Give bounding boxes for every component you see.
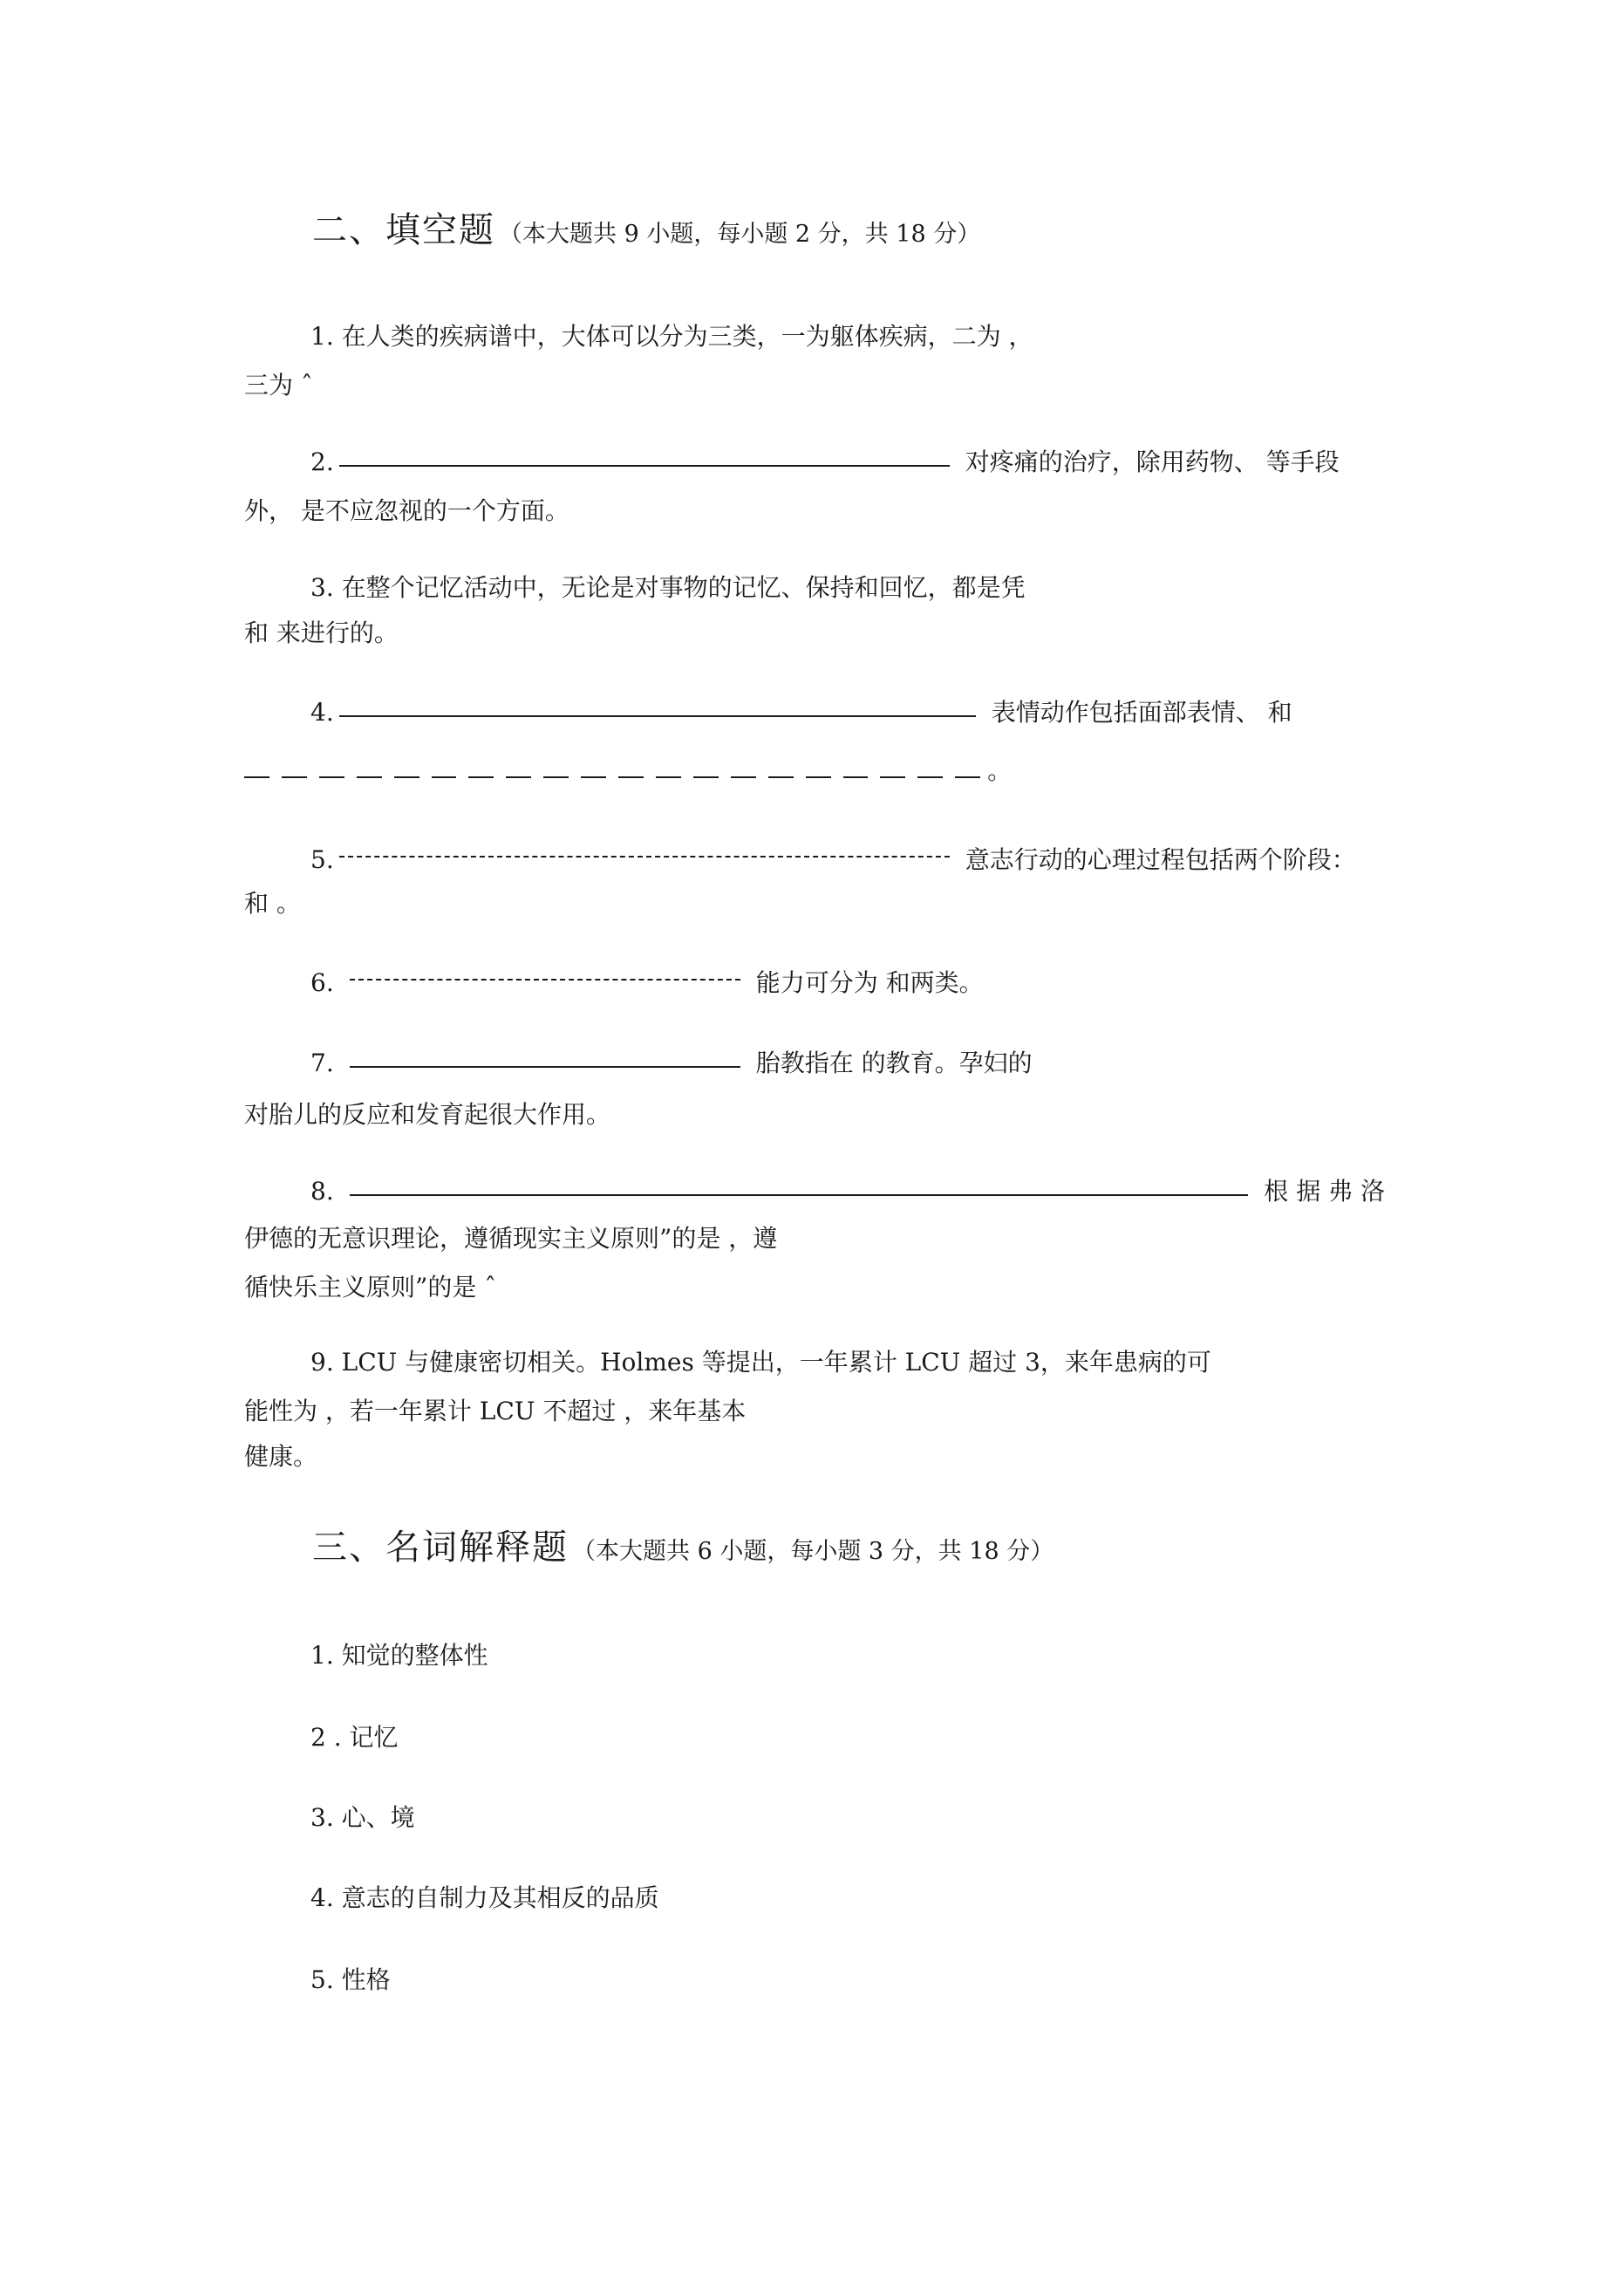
q5-line-2: 和 。 bbox=[244, 889, 301, 918]
q2-line-2: 外， 是不应忽视的一个方面。 bbox=[244, 496, 569, 525]
q1-line-1: 1. 在人类的疾病谱中，大体可以分为三类，一为躯体疾病，二为 ， bbox=[310, 322, 1033, 351]
q9-line-3: 健康。 bbox=[244, 1442, 318, 1471]
q5-answer-blank[interactable] bbox=[339, 854, 950, 858]
term-item: 5. 性格 bbox=[310, 1965, 391, 1994]
term-item: 2 . 记忆 bbox=[310, 1723, 399, 1752]
q4-answer-blank-2[interactable] bbox=[244, 757, 1012, 783]
q2-answer-blank[interactable] bbox=[339, 463, 950, 467]
q1-line-2: 三为 ˆ bbox=[244, 371, 313, 400]
q4-number: 4. bbox=[310, 698, 334, 727]
q3-line-2: 和 来进行的。 bbox=[244, 618, 399, 647]
q5-line-1 bbox=[310, 845, 1385, 874]
section-2-heading bbox=[312, 210, 981, 250]
q4-text: 表情动作包括面部表情、 和 bbox=[991, 698, 1292, 727]
q7-answer-blank[interactable] bbox=[350, 1064, 740, 1068]
q3-line-1: 3. 在整个记忆活动中，无论是对事物的记忆、保持和回忆，都是凭 bbox=[310, 573, 1026, 602]
q2-line-1 bbox=[310, 450, 1385, 475]
q4-line-1 bbox=[310, 700, 1292, 725]
section-3-title: 三、名词解释题 bbox=[312, 1527, 569, 1568]
q6-line-1 bbox=[310, 968, 984, 997]
q5-text: 意志行动的心理过程包括两个阶段： bbox=[965, 845, 1356, 874]
section-3-heading bbox=[312, 1527, 1054, 1568]
q6-number: 6. bbox=[310, 968, 334, 997]
q8-text: 根 据 弗 洛 bbox=[1264, 1177, 1385, 1206]
q9-line-1: 9. LCU 与健康密切相关。Holmes 等提出，一年累计 LCU 超过 3，来年患病的可 bbox=[310, 1348, 1211, 1377]
q6-text: 能力可分为 和两类。 bbox=[755, 968, 984, 997]
q7-text: 胎教指在 的教育。孕妇的 bbox=[755, 1049, 1033, 1077]
term-item: 4. 意志的自制力及其相反的品质 bbox=[310, 1883, 659, 1912]
q9-line-2: 能性为 ，若一年累计 LCU 不超过 ，来年基本 bbox=[244, 1397, 747, 1425]
q8-answer-blank[interactable] bbox=[350, 1192, 1249, 1196]
section-3-note: （本大题共 6 小题，每小题 3 分，共 18 分） bbox=[572, 1538, 1054, 1565]
q2-text: 对疼痛的治疗，除用药物、 等手段 bbox=[965, 448, 1340, 476]
q2-number: 2. bbox=[310, 448, 334, 476]
q6-answer-blank[interactable] bbox=[350, 977, 740, 981]
q7-line-2: 对胎儿的反应和发育起很大作用。 bbox=[244, 1100, 611, 1129]
q4-answer-blank[interactable] bbox=[339, 714, 976, 717]
q8-line-2: 伊德的无意识理论，遵循现实主义原则”的是 ，遵 bbox=[244, 1224, 778, 1253]
q8-line-1 bbox=[310, 1179, 1385, 1204]
term-item: 1. 知觉的整体性 bbox=[310, 1641, 488, 1670]
q7-number: 7. bbox=[310, 1049, 334, 1077]
section-2-note: （本大题共 9 小题，每小题 2 分，共 18 分） bbox=[499, 221, 981, 248]
section-2-title: 二、填空题 bbox=[312, 210, 495, 250]
term-item: 3. 心、境 bbox=[310, 1803, 415, 1832]
q8-number: 8. bbox=[310, 1177, 334, 1206]
q4-end-mark: 。 bbox=[987, 756, 1013, 785]
q5-number: 5. bbox=[310, 845, 334, 874]
q8-line-3: 循快乐主义原则”的是 ˆ bbox=[244, 1273, 497, 1302]
q7-line-1 bbox=[310, 1051, 1033, 1076]
